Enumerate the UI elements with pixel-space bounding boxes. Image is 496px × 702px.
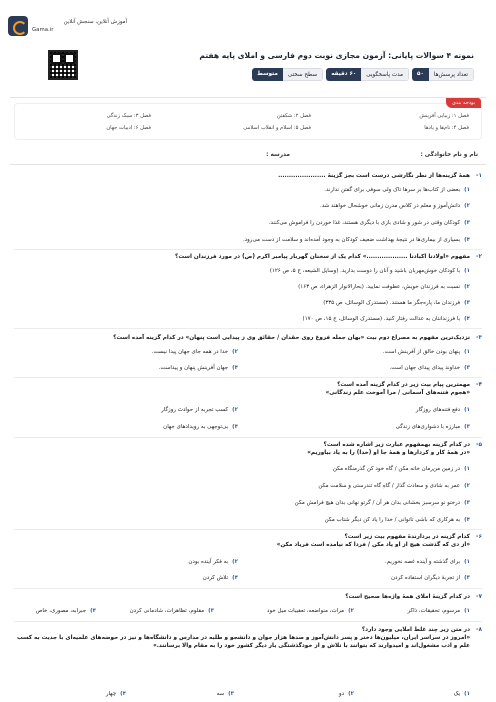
question-6: ۶- کدام گزینه در بردارندهٔ مفهوم بیت زیر است؟ «از دی که گذشت هیچ از او یاد مکن / فردا که نیامده است فریاد مکن» xyxy=(276,534,482,548)
question-3-option-1[interactable]: ۱)پنهان بودن خالق از آفرینش است. xyxy=(382,349,470,355)
question-2-option-4[interactable]: ۴)با فرزندانتان به عدالت رفتار کنید. (مستدرک الوسائل، ج ۱۵، ص ۱۷۰) xyxy=(302,316,470,322)
question-7-option-2[interactable]: ۲)مرات، منواضعه، تعقیبات میل خود xyxy=(267,608,354,614)
question-divider xyxy=(14,437,482,438)
question-5-option-2[interactable]: ۲)عمر به شادی و سعادت گذار / گاهِ گاه تندرستی و سلامت مکن xyxy=(318,483,470,489)
question-1-option-4[interactable]: ۴)بسیاری از بیماری‌ها در نتیجهٔ بهداشت ضعیف کودکان به وجود آمده‌اند و سلامت از دست می‌رود. xyxy=(242,237,470,243)
question-2-option-2[interactable]: ۲)نسبت به فرزندان خویش، عطوفت نمایید. (بحارالانوار الزهراء، ص ۱۶۳) xyxy=(298,284,470,290)
question-6-option-1[interactable]: ۱)برای گذشته و آینده غصه نخوریم. xyxy=(385,559,470,565)
meta-difficulty: سطح سختی متوسط xyxy=(252,68,323,81)
meta-question-count: تعداد پرسش‌ها ۵۰ xyxy=(412,68,474,81)
question-3-option-2[interactable]: ۲)خدا در همه جای جهان پیدا نیست. xyxy=(151,349,238,355)
question-4-option-3[interactable]: ۳)مبارزه با دشواری‌های زندگی xyxy=(395,424,470,430)
question-divider xyxy=(14,328,482,329)
topics-box xyxy=(14,100,482,140)
question-divider xyxy=(14,529,482,530)
exam-header xyxy=(44,41,480,93)
question-1-option-3[interactable]: ۳)کودکان وقتی در شور و شادی بازی با دیگری هستند، غذا خوردن را فراموش می‌کنند. xyxy=(268,220,470,226)
question-3-option-4[interactable]: ۴)جهان آفرینش پنهان و پیداست. xyxy=(158,365,238,371)
brand-site: Gama.ir xyxy=(32,27,54,33)
brand-text xyxy=(32,18,127,34)
question-7-option-1[interactable]: ۱)مرسوم، تحقیقات، ذاکر xyxy=(407,608,470,614)
question-4-option-4[interactable]: ۴)بی‌توجهی به رویدادهای جهان xyxy=(163,424,238,430)
question-7: ۷- در کدام گزینهٔ املای همهٔ واژه‌ها صحیح است؟ xyxy=(345,594,482,600)
question-divider xyxy=(14,377,482,378)
question-5-option-4[interactable]: ۴)به هرکاری که باشی تا‌توانی / خدا را یاد کن دیگر شتاب مکن xyxy=(324,517,470,523)
topics-badge: بودجه بندی xyxy=(446,98,481,108)
topic-item: فصل ۶: ادبیات جهان xyxy=(106,125,151,131)
question-divider xyxy=(14,588,482,589)
brand-name: آموزش آنلاین، سنجش آنلاین xyxy=(63,19,127,25)
question-1-option-1[interactable]: ۱)بعضی از کتاب‌ها بر سرها تاک ولی سوفی برای گفتن ندارند. xyxy=(324,187,470,193)
question-7-option-3[interactable]: ۳)مقلوم، تظاهرات، شادمانی کردن xyxy=(129,608,214,614)
question-2: ۲- مفهوم «اولادنا اکبادنا ...................» کدام یک از سخنان گهربار پیامبر اکرم (ص) در مورد فرزندان است؟ xyxy=(175,254,482,260)
question-6-option-3[interactable]: ۳)از تجربهٔ دیگران استفاده کردن xyxy=(391,575,470,581)
topic-item: فصل ۵: اسلام و انقلاب اسلامی xyxy=(243,125,311,131)
exam-meta xyxy=(252,68,474,81)
brand-logo[interactable] xyxy=(8,12,158,40)
question-5: ۵- در کدام گزینه بهمفهوم عبارت زیر اشاره شده است؟ «در همهٔ کار و کردارها و همهٔ جا او (خدا) را به یاد بیاوریم» xyxy=(307,442,482,456)
school-label: مدرسه : xyxy=(266,152,290,158)
student-name-label: نام و نام خانوادگی : xyxy=(420,152,478,158)
question-5-option-3[interactable]: ۳)درختو نو سرسبز بخشانی بدان هر آن / گرتو نهانی بدان هیچ فرامش مکن xyxy=(294,500,470,506)
question-divider xyxy=(14,249,482,250)
question-8: ۸- در متن زیر چند غلط املایی وجود دارد؟ «امروز در سراسر ایران، میلیون‌ها دختر و پسر دانش‌آموز و صدها هزار جوان و دانشجو و طلبه در مدارس و دانشگاه‌ها و نیز در حوضه‌های علمیه‌ای با جدیت به کسب علم و ادب مشغول‌اند و امیدوارند که بتوانند با تلاش و از خودگذشتگی یار دیگر کشور خود را به مقام والا برسانند.» xyxy=(16,627,482,649)
question-3-option-3[interactable]: ۳)خداوند پیدای پیدای جهان است. xyxy=(389,365,470,371)
question-8-option-3[interactable]: ۳)سه xyxy=(216,691,234,697)
question-4-option-1[interactable]: ۱)دفع فتنه‌های روزگار xyxy=(415,407,470,413)
topic-item: فصل ۳: سبک زندگی xyxy=(106,113,151,119)
divider xyxy=(10,164,486,165)
question-divider xyxy=(14,621,482,622)
question-3: ۳- نزدیک‌ترین مفهوم به مصراع دوم بیت «بهان جمله فروغ روی حقدان / حقائق وی ز پیدایی است پنهان» در کدام گزینه آمده است؟ xyxy=(113,335,482,341)
question-1-option-2[interactable]: ۲)دانش‌آموز و معلم در کلاس مدرن زمانی خوشحال خواهند شد. xyxy=(319,203,470,209)
question-2-option-3[interactable]: ۳)فرزندان ما، پاره‌جگر ما هستند. (مستدرک الوسائل، ص ۳۳۵) xyxy=(323,300,470,306)
question-8-option-2[interactable]: ۲)دو xyxy=(339,691,354,697)
question-4: ۴- مهمترین پیام بیت زیر در کدام گزینه آمده است؟ «هجوم فتنه‌های آسمانی / مرا آموخت علم زندگانی» xyxy=(325,382,482,396)
divider xyxy=(10,97,486,98)
question-4-option-2[interactable]: ۲)کسب تجربه از حوادث روزگار xyxy=(161,407,238,413)
question-6-option-4[interactable]: ۴)تلاش کردن xyxy=(202,575,238,581)
question-6-option-2[interactable]: ۲)به فکر آینده بودن xyxy=(188,559,238,565)
topic-item: فصل ۲: شکفتن xyxy=(276,113,311,119)
qr-code-icon[interactable] xyxy=(48,50,78,80)
gama-logo-icon xyxy=(8,16,28,36)
topic-item: فصل ۱: زیبایی آفرینش xyxy=(419,113,469,119)
question-5-option-1[interactable]: ۱)در زمین من‌رمان خانه مکن / گاه خود کن گذرمنگاه مکن xyxy=(332,466,470,472)
exam-title: نمونه ۴ سوالات پایانی: آزمون مجازی نوبت دوم فارسی و املای پایه هفتم xyxy=(199,51,474,60)
topic-item: فصل ۴: نام‌ها و یادها xyxy=(424,125,469,131)
meta-duration: مدت پاسخگویی ۶۰ دقیقه xyxy=(326,68,409,81)
question-7-option-4[interactable]: ۴)جبرابه، مصوری، خاص xyxy=(35,608,96,614)
question-1: ۱- همهٔ گزینه‌ها از نظر نگارشی درست است بجز گزینهٔ ...................... xyxy=(278,173,482,179)
question-2-option-1[interactable]: ۱)با کودکان خوش‌مهربان باشید و آنان را دوست بدارید. (وسایل الشیعه، ج ۵، ص ۱۲۶) xyxy=(269,268,470,274)
question-8-option-1[interactable]: ۱)یک xyxy=(453,691,470,697)
question-8-option-4[interactable]: ۴)چهار xyxy=(105,691,126,697)
